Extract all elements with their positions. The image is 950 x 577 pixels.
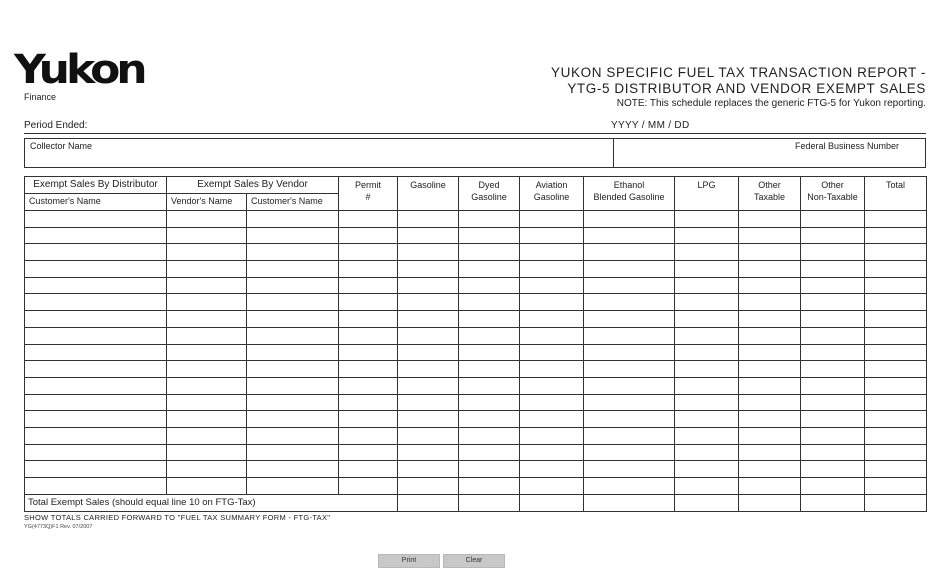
entry-cell[interactable]	[865, 461, 927, 478]
entry-cell[interactable]	[339, 344, 398, 361]
entry-cell[interactable]	[801, 361, 865, 378]
entry-cell[interactable]	[167, 244, 247, 261]
entry-cell[interactable]	[459, 377, 520, 394]
table-row	[25, 344, 927, 361]
entry-cell[interactable]	[398, 261, 459, 278]
table-row	[25, 361, 927, 378]
table-row	[25, 277, 927, 294]
entry-cell[interactable]	[247, 227, 339, 244]
entry-cell[interactable]	[25, 294, 167, 311]
entry-cell[interactable]	[339, 478, 398, 495]
entry-cell[interactable]	[25, 244, 167, 261]
entry-cell[interactable]	[25, 227, 167, 244]
header-permit: Permit #	[339, 177, 398, 211]
entry-cell[interactable]	[739, 311, 801, 328]
entry-cell[interactable]	[247, 411, 339, 428]
entry-cell[interactable]	[25, 427, 167, 444]
entry-cell[interactable]	[801, 311, 865, 328]
entry-cell[interactable]	[247, 344, 339, 361]
entry-cell[interactable]	[584, 277, 675, 294]
entry-cell[interactable]	[398, 394, 459, 411]
entry-cell[interactable]	[459, 444, 520, 461]
entry-cell[interactable]	[675, 461, 739, 478]
entry-cell[interactable]	[398, 377, 459, 394]
header-ethanol-blended: Ethanol Blended Gasoline	[584, 177, 675, 211]
entry-cell[interactable]	[459, 227, 520, 244]
entry-cell[interactable]	[865, 344, 927, 361]
total-cell-ethanol-blended[interactable]	[584, 494, 675, 511]
entry-cell[interactable]	[801, 294, 865, 311]
total-cell-dyed-gasoline[interactable]	[459, 494, 520, 511]
entry-cell[interactable]	[520, 294, 584, 311]
collector-divider	[613, 139, 614, 167]
entry-cell[interactable]	[584, 411, 675, 428]
entry-cell[interactable]	[398, 327, 459, 344]
entry-cell[interactable]	[247, 461, 339, 478]
entry-cell[interactable]	[739, 211, 801, 228]
entry-cell[interactable]	[801, 244, 865, 261]
entry-cell[interactable]	[865, 277, 927, 294]
entry-cell[interactable]	[25, 344, 167, 361]
entry-cell[interactable]	[739, 411, 801, 428]
entry-cell[interactable]	[739, 261, 801, 278]
entry-cell[interactable]	[801, 444, 865, 461]
entry-cell[interactable]	[339, 327, 398, 344]
entry-cell[interactable]	[520, 444, 584, 461]
clear-button[interactable]: Clear	[443, 554, 505, 568]
entry-cell[interactable]	[584, 394, 675, 411]
entry-cell[interactable]	[584, 444, 675, 461]
entry-cell[interactable]	[675, 227, 739, 244]
report-note: NOTE: This schedule replaces the generic FTG-5 for Yukon reporting.	[616, 98, 926, 109]
entry-cell[interactable]	[459, 294, 520, 311]
entry-cell[interactable]	[801, 461, 865, 478]
entry-cell[interactable]	[339, 461, 398, 478]
entry-cell[interactable]	[865, 394, 927, 411]
entry-cell[interactable]	[247, 427, 339, 444]
entry-cell[interactable]	[398, 344, 459, 361]
entry-cell[interactable]	[459, 478, 520, 495]
entry-cell[interactable]	[520, 461, 584, 478]
entry-cell[interactable]	[675, 211, 739, 228]
entry-cell[interactable]	[167, 377, 247, 394]
entry-cell[interactable]	[167, 361, 247, 378]
entry-cell[interactable]	[25, 444, 167, 461]
entry-cell[interactable]	[675, 261, 739, 278]
entry-cell[interactable]	[801, 211, 865, 228]
entry-cell[interactable]	[398, 277, 459, 294]
entry-cell[interactable]	[247, 444, 339, 461]
entry-cell[interactable]	[339, 294, 398, 311]
entry-cell[interactable]	[25, 277, 167, 294]
entry-cell[interactable]	[584, 361, 675, 378]
entry-cell[interactable]	[167, 277, 247, 294]
entry-cell[interactable]	[865, 261, 927, 278]
table-row	[25, 394, 927, 411]
entry-cell[interactable]	[675, 277, 739, 294]
entry-cell[interactable]	[339, 211, 398, 228]
report-title-block	[551, 65, 926, 109]
entry-cell[interactable]	[459, 211, 520, 228]
entry-cell[interactable]	[584, 294, 675, 311]
entry-cell[interactable]	[739, 444, 801, 461]
header-exempt-by-distributor: Exempt Sales By Distributor	[25, 177, 167, 194]
entry-cell[interactable]	[520, 227, 584, 244]
entry-cell[interactable]	[459, 277, 520, 294]
entry-cell[interactable]	[247, 211, 339, 228]
entry-cell[interactable]	[675, 411, 739, 428]
entry-cell[interactable]	[339, 377, 398, 394]
entry-cell[interactable]	[398, 227, 459, 244]
entry-cell[interactable]	[520, 244, 584, 261]
entry-cell[interactable]	[739, 327, 801, 344]
header-aviation-gasoline: Aviation Gasoline	[520, 177, 584, 211]
period-ended-label: Period Ended:	[24, 120, 88, 131]
entry-cell[interactable]	[739, 478, 801, 495]
logo-wordmark: Yukon	[14, 46, 144, 94]
entry-cell[interactable]	[339, 227, 398, 244]
entry-cell[interactable]	[25, 311, 167, 328]
entry-cell[interactable]	[247, 478, 339, 495]
entry-cell[interactable]	[584, 211, 675, 228]
entry-cell[interactable]	[584, 377, 675, 394]
header-customer-name-vendor: Customer's Name	[247, 194, 339, 211]
entry-cell[interactable]	[167, 211, 247, 228]
header-vendor-name: Vendor's Name	[167, 194, 247, 211]
entry-cell[interactable]	[584, 244, 675, 261]
entry-cell[interactable]	[459, 361, 520, 378]
table-row	[25, 461, 927, 478]
entry-cell[interactable]	[739, 227, 801, 244]
total-cell-gasoline[interactable]	[398, 494, 459, 511]
entry-cell[interactable]	[865, 361, 927, 378]
entry-cell[interactable]	[398, 478, 459, 495]
entry-cell[interactable]	[398, 461, 459, 478]
entry-cell[interactable]	[865, 444, 927, 461]
entry-cell[interactable]	[247, 277, 339, 294]
entry-cell[interactable]	[398, 361, 459, 378]
header-lpg: LPG	[675, 177, 739, 211]
entry-cell[interactable]	[675, 294, 739, 311]
entry-cell[interactable]	[25, 394, 167, 411]
entry-cell[interactable]	[801, 377, 865, 394]
table-row	[25, 261, 927, 278]
table-row	[25, 478, 927, 495]
entry-cell[interactable]	[584, 227, 675, 244]
entry-cell[interactable]	[247, 261, 339, 278]
entry-cell[interactable]	[247, 361, 339, 378]
total-exempt-sales-label: Total Exempt Sales (should equal line 10 on FTG-Tax)	[25, 494, 398, 511]
entry-cell[interactable]	[339, 427, 398, 444]
entry-cell[interactable]	[675, 427, 739, 444]
entry-cell[interactable]	[398, 411, 459, 428]
table-row	[25, 244, 927, 261]
entry-cell[interactable]	[739, 461, 801, 478]
entry-cell[interactable]	[339, 244, 398, 261]
table-row	[25, 444, 927, 461]
entry-cell[interactable]	[675, 361, 739, 378]
entry-cell[interactable]	[739, 361, 801, 378]
entry-cell[interactable]	[339, 444, 398, 461]
entry-cell[interactable]	[25, 461, 167, 478]
entry-cell[interactable]	[739, 344, 801, 361]
entry-cell[interactable]	[459, 394, 520, 411]
entry-cell[interactable]	[167, 394, 247, 411]
entry-cell[interactable]	[167, 427, 247, 444]
entry-cell[interactable]	[739, 244, 801, 261]
entry-cell[interactable]	[865, 244, 927, 261]
entry-cell[interactable]	[801, 227, 865, 244]
entry-cell[interactable]	[584, 261, 675, 278]
report-title-line-2: YTG-5 DISTRIBUTOR AND VENDOR EXEMPT SALES	[567, 81, 926, 96]
entry-cell[interactable]	[167, 344, 247, 361]
header-other-taxable: Other Taxable	[739, 177, 801, 211]
table-row	[25, 411, 927, 428]
entry-cell[interactable]	[801, 277, 865, 294]
entry-cell[interactable]	[584, 327, 675, 344]
entry-cell[interactable]	[865, 377, 927, 394]
entry-cell[interactable]	[520, 277, 584, 294]
entry-cell[interactable]	[520, 394, 584, 411]
entry-cell[interactable]	[459, 311, 520, 328]
print-button[interactable]: Print	[378, 554, 440, 568]
entry-cell[interactable]	[520, 478, 584, 495]
entry-cell[interactable]	[739, 277, 801, 294]
entry-cell[interactable]	[801, 261, 865, 278]
entry-cell[interactable]	[459, 461, 520, 478]
entry-cell[interactable]	[675, 244, 739, 261]
entry-cell[interactable]	[459, 244, 520, 261]
entry-cell[interactable]	[865, 294, 927, 311]
entry-cell[interactable]	[398, 444, 459, 461]
entry-cell[interactable]	[247, 244, 339, 261]
entry-cell[interactable]	[25, 211, 167, 228]
entry-cell[interactable]	[339, 411, 398, 428]
table-row	[25, 211, 927, 228]
entry-cell[interactable]	[520, 411, 584, 428]
entry-cell[interactable]	[339, 361, 398, 378]
table-row	[25, 327, 927, 344]
entry-cell[interactable]	[167, 294, 247, 311]
entry-cell[interactable]	[675, 327, 739, 344]
entry-cell[interactable]	[520, 327, 584, 344]
header-total: Total	[865, 177, 927, 211]
header-exempt-by-vendor: Exempt Sales By Vendor	[167, 177, 339, 194]
entry-cell[interactable]	[398, 211, 459, 228]
report-title-line-1: YUKON SPECIFIC FUEL TAX TRANSACTION REPORT -	[551, 65, 926, 80]
entry-cell[interactable]	[520, 427, 584, 444]
entry-cell[interactable]	[675, 377, 739, 394]
entry-cell[interactable]	[167, 327, 247, 344]
header-customer-name: Customer's Name	[25, 194, 167, 211]
entry-cell[interactable]	[584, 344, 675, 361]
table-row	[25, 377, 927, 394]
collector-name-label: Collector Name	[30, 141, 93, 151]
entry-cell[interactable]	[801, 427, 865, 444]
exempt-sales-table	[24, 176, 927, 512]
entry-cell[interactable]	[25, 377, 167, 394]
table-row	[25, 427, 927, 444]
entry-cell[interactable]	[339, 311, 398, 328]
entry-cell[interactable]	[739, 394, 801, 411]
entry-cell[interactable]	[675, 444, 739, 461]
period-ended-field[interactable]: YYYY / MM / DD	[611, 120, 690, 131]
department-name: Finance	[24, 92, 57, 102]
entry-cell[interactable]	[459, 427, 520, 444]
entry-cell[interactable]	[801, 344, 865, 361]
entry-cell[interactable]	[520, 361, 584, 378]
entry-cell[interactable]	[167, 411, 247, 428]
entry-cell[interactable]	[584, 478, 675, 495]
entry-cell[interactable]	[584, 427, 675, 444]
entry-cell[interactable]	[584, 461, 675, 478]
entry-cell[interactable]	[339, 277, 398, 294]
entry-cell[interactable]	[247, 294, 339, 311]
carry-forward-note: SHOW TOTALS CARRIED FORWARD TO "FUEL TAX SUMMARY FORM - FTG-TAX"	[24, 513, 331, 522]
table-row	[25, 294, 927, 311]
entry-cell[interactable]	[459, 411, 520, 428]
entry-cell[interactable]	[459, 327, 520, 344]
entry-cell[interactable]	[584, 311, 675, 328]
entry-cell[interactable]	[801, 327, 865, 344]
entry-cell[interactable]	[459, 261, 520, 278]
entry-cell[interactable]	[675, 394, 739, 411]
table-row	[25, 227, 927, 244]
entry-cell[interactable]	[398, 294, 459, 311]
total-cell-lpg[interactable]	[675, 494, 739, 511]
total-cell-total[interactable]	[865, 494, 927, 511]
entry-cell[interactable]	[520, 211, 584, 228]
collector-info-box	[24, 138, 926, 168]
entry-cell[interactable]	[739, 427, 801, 444]
entry-cell[interactable]	[167, 311, 247, 328]
period-ended-row	[24, 120, 926, 134]
entry-cell[interactable]	[801, 411, 865, 428]
total-cell-other-non-taxable[interactable]	[801, 494, 865, 511]
entry-cell[interactable]	[25, 411, 167, 428]
entry-cell[interactable]	[398, 427, 459, 444]
entry-cell[interactable]	[865, 427, 927, 444]
federal-business-number-label: Federal Business Number	[794, 141, 899, 151]
entry-cell[interactable]	[520, 261, 584, 278]
entry-cell[interactable]	[865, 327, 927, 344]
entry-cell[interactable]	[739, 294, 801, 311]
header-gasoline: Gasoline	[398, 177, 459, 211]
entry-cell[interactable]	[675, 311, 739, 328]
entry-cell[interactable]	[865, 211, 927, 228]
entry-cell[interactable]	[801, 394, 865, 411]
table-row	[25, 311, 927, 328]
entry-cell[interactable]	[675, 478, 739, 495]
entry-cell[interactable]	[247, 394, 339, 411]
entry-cell[interactable]	[247, 311, 339, 328]
entry-cell[interactable]	[865, 411, 927, 428]
entry-cell[interactable]	[167, 261, 247, 278]
entry-cell[interactable]	[339, 261, 398, 278]
entry-cell[interactable]	[865, 227, 927, 244]
entry-cell[interactable]	[398, 311, 459, 328]
header-dyed-gasoline: Dyed Gasoline	[459, 177, 520, 211]
entry-cell[interactable]	[167, 227, 247, 244]
entry-cell[interactable]	[739, 377, 801, 394]
entry-cell[interactable]	[25, 327, 167, 344]
yukon-logo	[14, 46, 144, 102]
header-other-non-taxable: Other Non-Taxable	[801, 177, 865, 211]
entry-cell[interactable]	[25, 361, 167, 378]
entry-cell[interactable]	[801, 478, 865, 495]
entry-cell[interactable]	[25, 261, 167, 278]
total-cell-other-taxable[interactable]	[739, 494, 801, 511]
entry-cell[interactable]	[167, 444, 247, 461]
entry-cell[interactable]	[675, 344, 739, 361]
entry-cell[interactable]	[167, 478, 247, 495]
entry-cell[interactable]	[247, 327, 339, 344]
entry-cell[interactable]	[167, 461, 247, 478]
form-code: YG(4773Q)F1 Rev. 07/2007	[24, 524, 93, 530]
entry-cell[interactable]	[25, 478, 167, 495]
entry-cell[interactable]	[520, 311, 584, 328]
entry-cell[interactable]	[459, 344, 520, 361]
entry-cell[interactable]	[339, 394, 398, 411]
entry-cell[interactable]	[865, 311, 927, 328]
entry-cell[interactable]	[865, 478, 927, 495]
entry-cell[interactable]	[520, 377, 584, 394]
entry-cell[interactable]	[398, 244, 459, 261]
entry-cell[interactable]	[247, 377, 339, 394]
entry-cell[interactable]	[520, 344, 584, 361]
total-cell-aviation-gasoline[interactable]	[520, 494, 584, 511]
